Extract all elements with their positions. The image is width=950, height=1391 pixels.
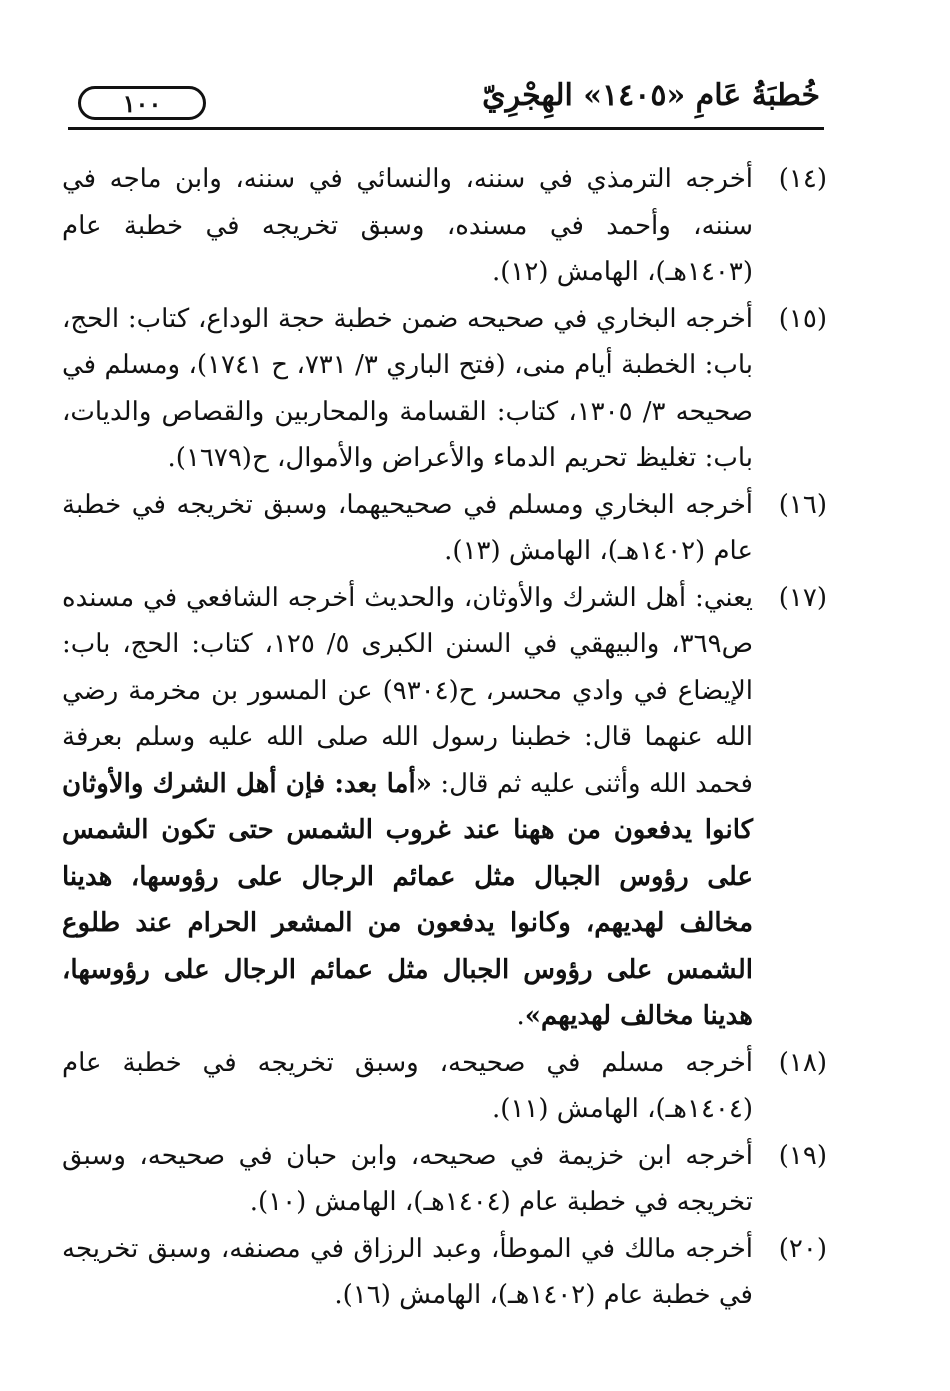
footnote-text: أخرجه الترمذي في سننه، والنسائي في سننه، وابن ماجه في سننه، وأحمد في مسنده، وسبق تخريجه في خطبة عام (١٤٠٣هـ)، الهامش (١٢). [62, 164, 753, 287]
footnote-number: (١٦) [778, 489, 827, 520]
running-title: خُطبَةُ عَامِ «١٤٠٥» الهِجْرِيّ [482, 78, 820, 113]
footnote-number: (٢٠) [778, 1233, 827, 1264]
footnote-15 [62, 296, 827, 482]
page-header [68, 78, 820, 128]
header-rule [68, 127, 824, 130]
footnote-text: أخرجه ابن خزيمة في صحيحه، وابن حبان في صحيحه، وسبق تخريجه في خطبة عام (١٤٠٤هـ)، الهامش (١٠). [62, 1140, 753, 1217]
footnote-number: (١٧) [778, 582, 827, 613]
footnote-18 [62, 1040, 827, 1133]
footnote-16 [62, 482, 827, 575]
footnote-text: أخرجه مسلم في صحيحه، وسبق تخريجه في خطبة عام (١٤٠٤هـ)، الهامش (١١). [62, 1047, 753, 1124]
footnotes-list [62, 156, 827, 1319]
footnote-text: أخرجه البخاري في صحيحه ضمن خطبة حجة الوداع، كتاب: الحج، باب: الخطبة أيام منى، (فتح الباري ٣/ ٧٣١، ح ١٧٤١)، ومسلم في صحيحه ٣/ ١٣٠٥، كتاب: القسامة والمحاربين والقصاص والديات، باب: تغليظ تحريم الدماء والأعراض والأموال، ح(١٦٧٩). [62, 303, 753, 473]
footnote-number: (١٥) [778, 303, 827, 334]
footnote-20 [62, 1226, 827, 1319]
page-number-badge: ١٠٠ [78, 86, 206, 120]
footnote-text-with-quote [62, 575, 753, 1040]
footnote-14 [62, 156, 827, 296]
footnote-end: . [516, 1001, 525, 1031]
footnote-number: (١٩) [778, 1140, 827, 1171]
footnote-number: (١٨) [778, 1047, 827, 1078]
footnote-text: أخرجه مالك في الموطأ، وعبد الرزاق في مصنفه، وسبق تخريجه في خطبة عام (١٤٠٢هـ)، الهامش (١٦). [62, 1233, 753, 1310]
footnote-number: (١٤) [778, 164, 827, 194]
footnote-text: أخرجه البخاري ومسلم في صحيحيهما، وسبق تخريجه في خطبة عام (١٤٠٢هـ)، الهامش (١٣). [62, 489, 753, 566]
footnote-19 [62, 1133, 827, 1226]
footnote-17 [62, 575, 827, 1040]
footnote-text: يعني: أهل الشرك والأوثان، والحديث أخرجه الشافعي في مسنده ص٣٦٩، والبيهقي في السنن الكبرى ٥/ ١٢٥، كتاب: الحج، باب: الإيضاع في وادي محسر، ح(٩٣٠٤) عن المسور بن مخرمة رضي الله عنهما قال: خطبنا رسول الله صلى الله عليه وسلم بعرفة فحمد الله وأثنى عليه ثم قال: [62, 582, 753, 799]
hadith-quote: «أما بعد: فإن أهل الشرك والأوثان كانوا يدفعون من ههنا عند غروب الشمس حتى تكون الشمس على رؤوس الجبال مثل عمائم الرجال على رؤوسها، هدينا مخالف لهديهم، وكانوا يدفعون من المشعر الحرام عند طلوع الشمس على رؤوس الجبال مثل عمائم الرجال على رؤوسها، هدينا مخالف لهديهم» [62, 768, 753, 1031]
